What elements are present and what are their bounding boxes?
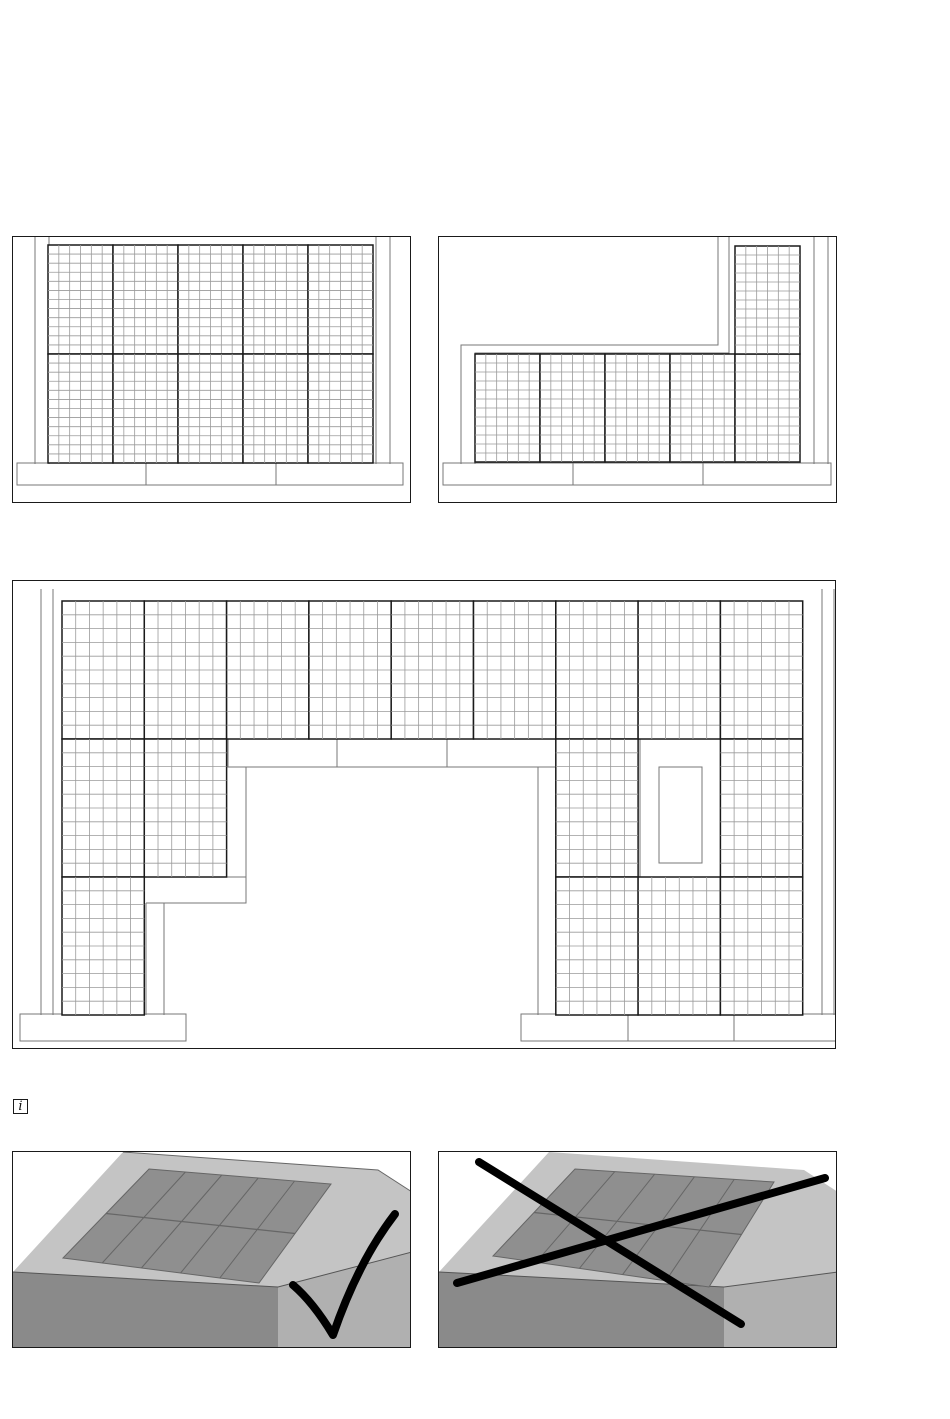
gutter-blocks: [20, 1014, 836, 1041]
solar-panel: [178, 245, 243, 354]
solar-panel: [243, 354, 308, 463]
info-icon: [13, 1099, 28, 1114]
roof-layout-large-drawing: [13, 581, 836, 1049]
gutter-blocks: [443, 463, 831, 485]
roof-layout-step: [438, 236, 837, 503]
solar-panel: [62, 739, 144, 877]
solar-panel: [391, 601, 473, 739]
solar-panel: [144, 601, 226, 739]
solar-panel: [720, 877, 802, 1015]
solar-panel: [735, 246, 800, 354]
solar-panel: [556, 601, 638, 739]
solar-panel: [308, 245, 373, 354]
solar-panel: [475, 354, 540, 462]
roof-layout-step-drawing: [439, 237, 837, 503]
solar-panel: [670, 354, 735, 462]
solar-panel: [144, 739, 226, 877]
roof-correct-illustration: [12, 1151, 411, 1348]
solar-panel-array: [48, 245, 373, 463]
solar-panel: [227, 601, 309, 739]
solar-panel: [605, 354, 670, 462]
gutter-blocks: [17, 463, 403, 485]
solar-panel-array: [62, 601, 803, 1015]
solar-panel: [243, 245, 308, 354]
solar-panel: [556, 877, 638, 1015]
solar-panel: [308, 354, 373, 463]
solar-panel: [178, 354, 243, 463]
info-icon-glyph: i: [18, 1099, 23, 1114]
roof-correct-drawing: [13, 1152, 411, 1348]
solar-panel: [540, 354, 605, 462]
roof-layout-full-rectangle-drawing: [13, 237, 411, 503]
roof-incorrect-illustration: [438, 1151, 837, 1348]
solar-panel: [556, 739, 638, 877]
solar-panel: [638, 877, 720, 1015]
solar-panel: [638, 601, 720, 739]
solar-panel: [62, 877, 144, 1015]
solar-panel: [62, 601, 144, 739]
solar-panel: [309, 601, 391, 739]
roof-incorrect-drawing: [439, 1152, 837, 1348]
solar-panel: [474, 601, 556, 739]
solar-panel: [48, 354, 113, 463]
roof-layout-large: [12, 580, 836, 1049]
solar-panel: [113, 245, 178, 354]
chimney-opening: [640, 739, 722, 877]
solar-panel-array: [475, 246, 800, 462]
solar-panel: [720, 601, 802, 739]
solar-panel: [720, 739, 802, 877]
solar-panel: [735, 354, 800, 462]
roof-layout-full-rectangle: [12, 236, 411, 503]
solar-panel: [48, 245, 113, 354]
solar-panel: [113, 354, 178, 463]
